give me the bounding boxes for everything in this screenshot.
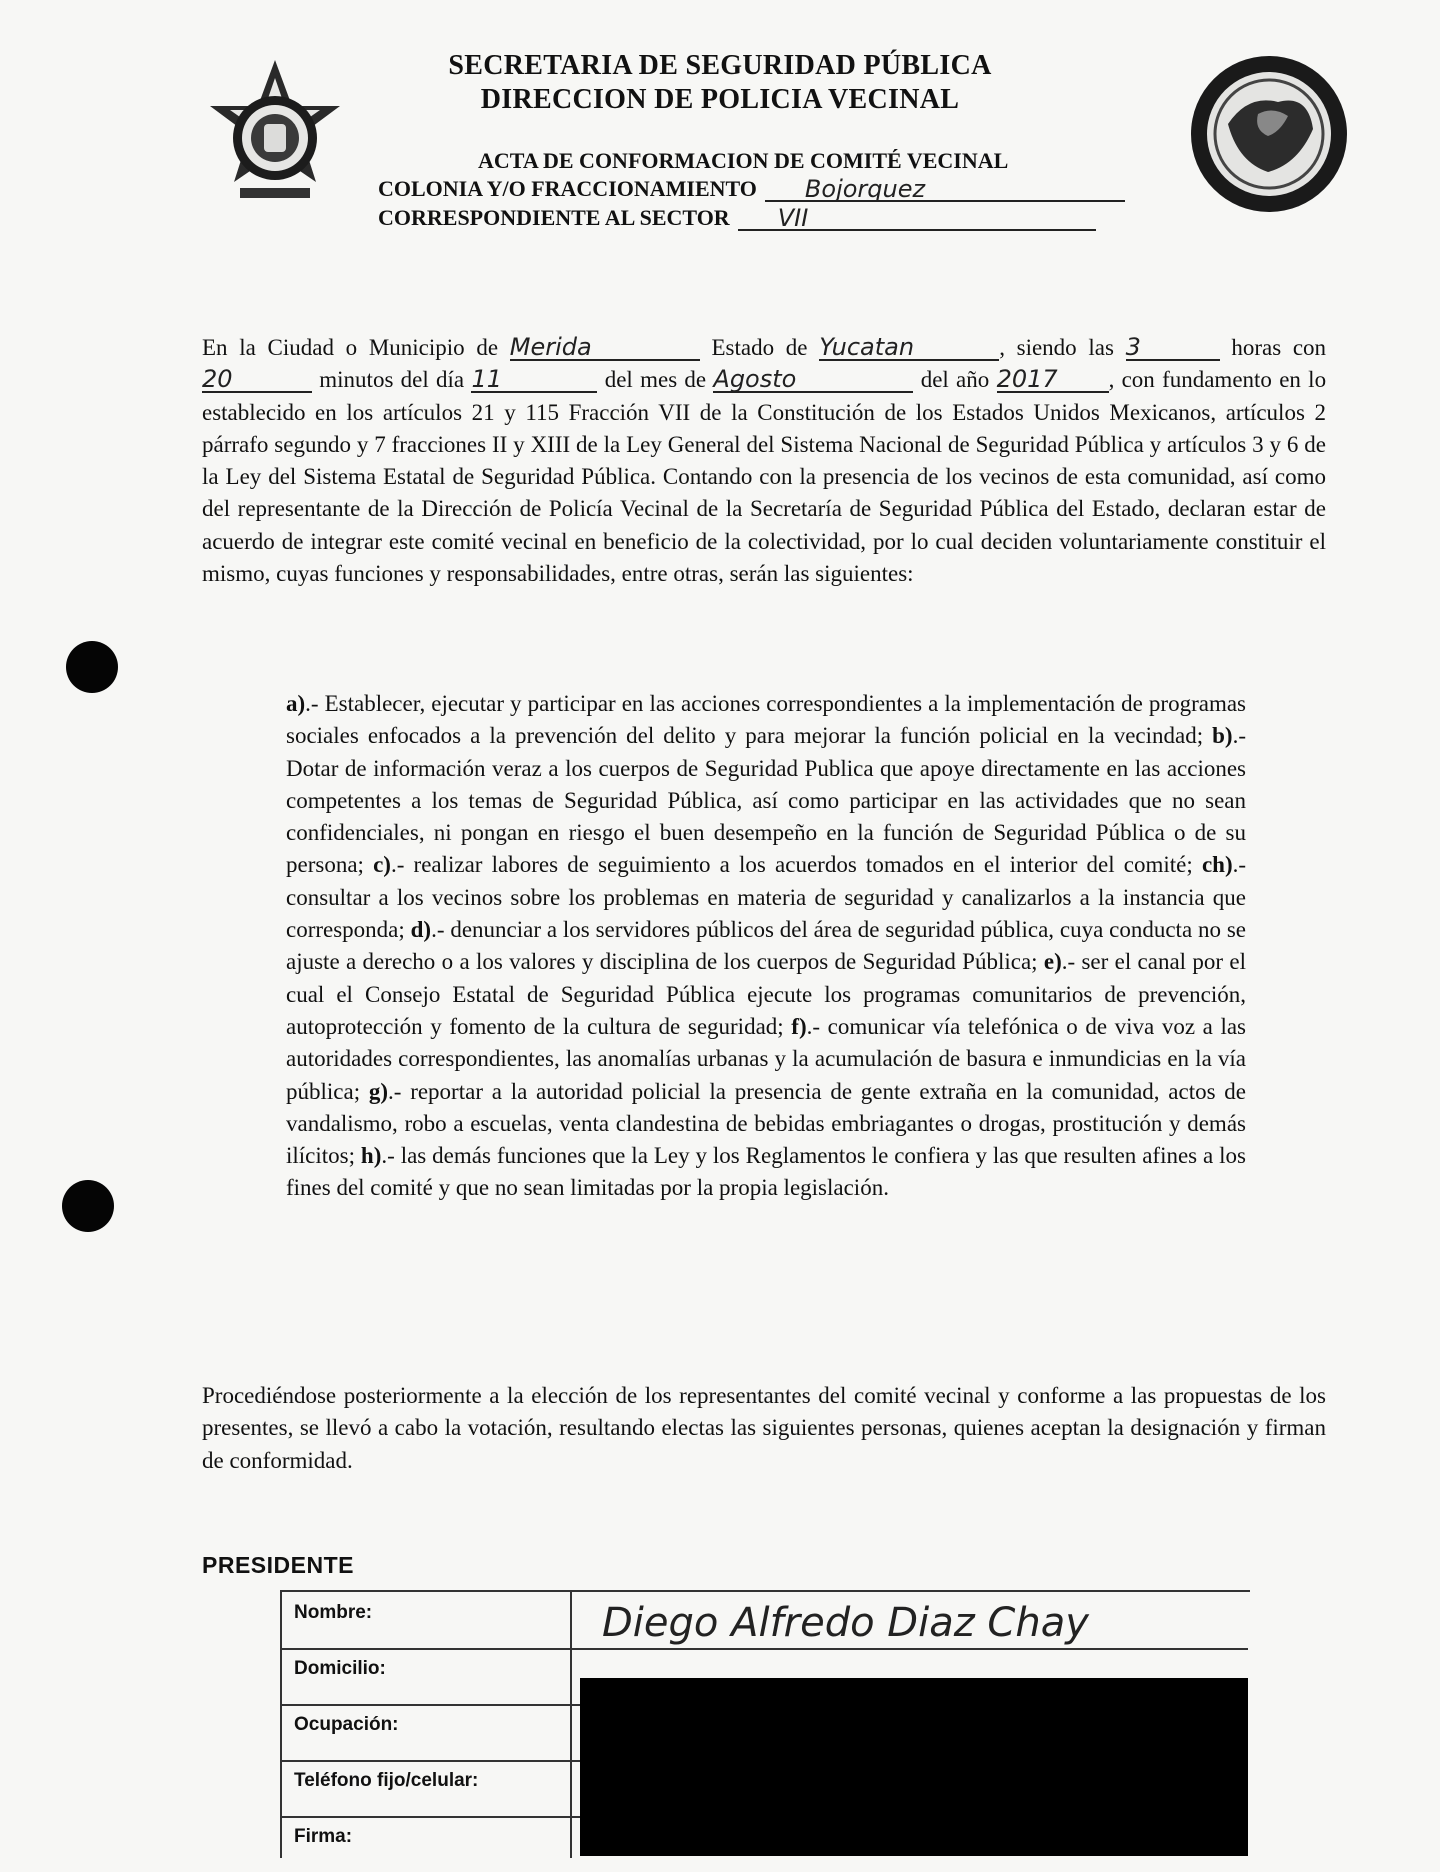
duties-paragraph	[286, 688, 1246, 1205]
minutos-field: 20	[202, 367, 312, 393]
election-paragraph: Procediéndose posteriormente a la elección de los representantes del comité vecinal y conforme a las propuestas de los presentes, se llevó a cabo la votación, resultando electas las siguientes personas, quienes aceptan la designación y firman de conformidad.	[202, 1383, 1326, 1473]
colonia-label: COLONIA Y/O FRACCIONAMIENTO	[378, 176, 757, 201]
org-title-line1: SECRETARIA DE SEGURIDAD PÚBLICA	[448, 50, 992, 81]
sector-row	[378, 205, 1096, 231]
duty-label: ch)	[1201, 852, 1233, 878]
duty-text: .- ser el canal por el cual el Consejo Estatal de Seguridad Pública ejecute los programas comunitarios de prevención, autoprotección y fomento de la cultura de seguridad;	[286, 949, 1246, 1039]
redaction-block	[580, 1678, 1248, 1856]
duty-label: a)	[286, 691, 306, 716]
sector-value: VII	[738, 207, 1096, 231]
duty-label: b)	[1212, 723, 1233, 749]
duty-text: .- Establecer, ejecutar y participar en las acciones correspondientes a la implementación de programas sociales enfocados a la prevención del delito y para mejorar la función policial en la vecindad;	[286, 691, 1246, 749]
domicilio-label: Domicilio:	[294, 1658, 386, 1679]
municipio-field: Merida	[510, 335, 700, 361]
intro-text: , siendo las	[999, 335, 1114, 360]
duty-text: .- Dotar de información veraz a los cuerpos de Seguridad Publica que apoye directamente en las acciones competentes a los temas de Seguridad Pública, así como participar en las actividades que no sean confidenciales, ni pongan en riesgo el buen desempeño en la función de Seguridad Pública o de su persona;	[286, 723, 1247, 878]
intro-text: Estado de	[711, 335, 808, 360]
ocupacion-label: Ocupación:	[294, 1714, 399, 1735]
anio-field: 2017	[997, 367, 1109, 393]
intro-text: horas con	[1231, 335, 1327, 360]
intro-text: , con fundamento en lo establecido en los artículos 21 y 115 Fracción VII de la Constitución de los Estados Unidos Mexicanos, artículos 2 párrafo segundo y 7 fracciones II y XIII de la Ley General del Sistema Nacional de Seguridad Pública y artículos 3 y 6 de la Ley del Sistema Estatal de Seguridad Pública. Contando con la presencia de los vecinos de esta comunidad, así como del representante de la Dirección de Policía Vecinal de la Secretaría de Seguridad Pública del Estado, declaran estar de acuerdo de integrar este comité vecinal en beneficio de la colectividad, por lo cual deciden voluntariamente constituir el mismo, cuyas funciones y responsabilidades, entre otras, serán las siguientes:	[202, 367, 1327, 587]
state-seal-logo-icon	[1188, 54, 1350, 214]
colonia-value: Bojorquez	[765, 178, 1125, 202]
form-title: ACTA DE CONFORMACION DE COMITÉ VECINAL	[478, 148, 1009, 173]
hora-field: 3	[1126, 335, 1220, 361]
nombre-label: Nombre:	[294, 1602, 373, 1623]
estado-field: Yucatan	[819, 335, 999, 361]
intro-text: minutos del día	[319, 367, 465, 393]
duty-label: d)	[410, 917, 432, 943]
nombre-value: Diego Alfredo Diaz Chay	[602, 1600, 1089, 1646]
duty-label: e)	[1043, 949, 1062, 975]
president-section-title: PRESIDENTE	[202, 1552, 354, 1578]
duty-text: .- reportar a la autoridad policial la presencia de gente extraña en la comunidad, actos de vandalismo, robo a escuelas, venta clandestina de bebidas embriagantes o drogas, prostitución y demás ilícitos;	[286, 1078, 1247, 1169]
intro-text: del año	[920, 367, 990, 393]
firma-label: Firma:	[294, 1826, 353, 1847]
mes-field: Agosto	[713, 367, 913, 393]
duty-label: g)	[368, 1078, 389, 1104]
punch-hole	[66, 641, 118, 693]
intro-text: En la Ciudad o Municipio de	[202, 335, 499, 360]
intro-paragraph	[202, 332, 1326, 590]
table-divider	[570, 1592, 572, 1858]
telefono-label: Teléfono fijo/celular:	[294, 1770, 479, 1791]
duty-label: c)	[373, 852, 391, 878]
duty-label: f)	[791, 1013, 807, 1039]
dia-field: 11	[471, 367, 597, 393]
duty-text: .- comunicar vía telefónica o de viva voz a las autoridades correspondientes, las anomalías urbanas y la acumulación de basura e inmundicias en la vía pública;	[286, 1013, 1247, 1104]
sector-label: CORRESPONDIENTE AL SECTOR	[378, 205, 730, 230]
colonia-row	[378, 176, 1125, 202]
duty-text: .- consultar a los vecinos sobre los problemas en materia de seguridad y canalizarlos a la instancia que corresponda;	[286, 852, 1247, 943]
duty-label: h)	[360, 1143, 382, 1169]
duty-text: .- las demás funciones que la Ley y los Reglamentos le confiera y las que resulten afines a los fines del comité y que no sean limitadas por la propia legislación.	[286, 1143, 1246, 1201]
police-badge-logo-icon	[200, 58, 350, 228]
table-row	[282, 1592, 1248, 1650]
duty-text: .- denunciar a los servidores públicos del área de seguridad pública, cuya conducta no se ajuste a derecho o a los valores y disciplina de los cuerpos de Seguridad Pública;	[286, 917, 1246, 975]
duty-text: .- realizar labores de seguimiento a los acuerdos tomados en el interior del comité;	[390, 852, 1193, 878]
intro-text: del mes de	[604, 367, 707, 393]
punch-hole	[62, 1180, 114, 1232]
org-title-line2: DIRECCION DE POLICIA VECINAL	[480, 84, 960, 115]
